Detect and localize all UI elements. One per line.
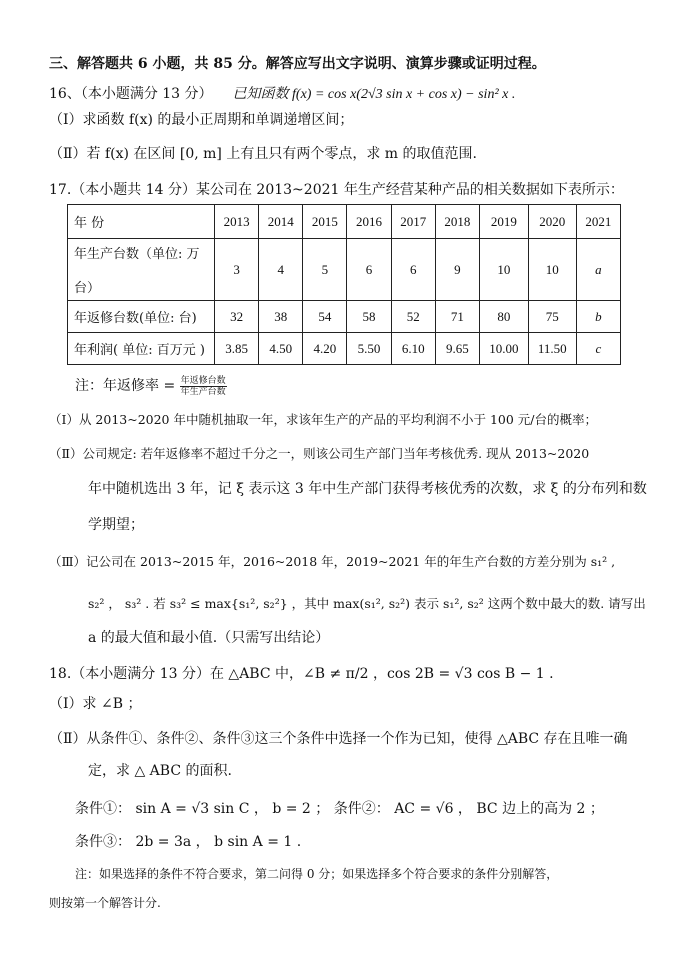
- row-label: 年返修台数(单位: 台): [68, 301, 215, 333]
- table-cell: 6: [347, 239, 391, 301]
- table-header-row: [68, 205, 621, 239]
- q18-part1: （Ⅰ）求 ∠B ；: [49, 696, 142, 712]
- year-cell: 2017: [391, 205, 435, 239]
- q17-head: 17.（本小题共 14 分）某公司在 2013~2021 年生产经营某种产品的相关数据如下表所示：: [49, 182, 624, 198]
- year-cell: 2015: [303, 205, 347, 239]
- row-label: [68, 239, 215, 301]
- q16-part2: （Ⅱ）若 f(x) 在区间 [0, m] 上有且只有两个零点，求 m 的取值范围.: [49, 146, 477, 162]
- table-cell: 32: [215, 301, 259, 333]
- fraction-denominator: 年生产台数: [180, 386, 226, 397]
- row-label: 年利润( 单位: 百万元 ): [68, 333, 215, 365]
- year-cell: 2013: [215, 205, 259, 239]
- table-cell: 71: [435, 301, 479, 333]
- table-cell: 38: [259, 301, 303, 333]
- table-cell: 3.85: [215, 333, 259, 365]
- table-cell: 4.20: [303, 333, 347, 365]
- q18-head: 18.（本小题满分 13 分）在 △ABC 中，∠B ≠ π/2 ，cos 2B = √3 cos B − 1 .: [49, 666, 554, 682]
- table-cell: 5: [303, 239, 347, 301]
- table-cell: 75: [528, 301, 576, 333]
- table-cell: c: [576, 333, 620, 365]
- fraction-numerator: 年返修台数: [180, 375, 226, 386]
- table-cell: 10: [479, 239, 528, 301]
- table-cell: b: [576, 301, 620, 333]
- table-cell: 10.00: [479, 333, 528, 365]
- q17-part3-line2: s₂² ， s₃² . 若 s₃² ≤ max{s₁², s₂²} ，其中 max(s₁², s₂²) 表示 s₁², s₂² 这两个数中最大的数. 请写出: [88, 596, 646, 611]
- year-cell: 2021: [576, 205, 620, 239]
- q18-note-line1: 注：如果选择的条件不符合要求，第二问得 0 分；如果选择多个符合要求的条件分别解答，: [75, 867, 559, 881]
- section-header: 三、解答题共 6 小题，共 85 分。解答应写出文字说明、演算步骤或证明过程。: [49, 56, 546, 72]
- year-cell: 2014: [259, 205, 303, 239]
- row-label-line2: 台）: [74, 281, 101, 296]
- table-cell: 3: [215, 239, 259, 301]
- q16-line: [49, 84, 515, 105]
- table-cell: 4.50: [259, 333, 303, 365]
- row-label-line1: 年生产台数（单位: 万: [74, 247, 200, 262]
- table-cell: 9: [435, 239, 479, 301]
- table-cell: 6.10: [391, 333, 435, 365]
- q18-part2-line2: 定，求 △ ABC 的面积.: [88, 763, 232, 779]
- year-cell: 2016: [347, 205, 391, 239]
- year-header-cell: 年 份: [68, 205, 215, 239]
- table-cell: a: [576, 239, 620, 301]
- year-cell: 2018: [435, 205, 479, 239]
- q18-conditions-1-2: 条件①： sin A = √3 sin C ， b = 2 ； 条件②： AC = √6 ， BC 边上的高为 2 ；: [75, 801, 604, 817]
- q18-condition-3: 条件③： 2b = 3a ， b sin A = 1 .: [75, 834, 302, 850]
- repair-rate-fraction: [180, 376, 227, 397]
- q17-part2-line2: 年中随机选出 3 年，记 ξ 表示这 3 年中生产部门获得考核优秀的次数，求 ξ 的分布列和数: [88, 481, 647, 497]
- table-row-repairs: [68, 301, 621, 333]
- year-cell: 2019: [479, 205, 528, 239]
- q17-part2-line1: （Ⅱ）公司规定: 若年返修率不超过千分之一，则该公司生产部门当年考核优秀. 现从 2013~2020: [49, 446, 590, 461]
- q16-part1: （Ⅰ）求函数 f(x) 的最小正周期和单调递增区间；: [49, 112, 354, 128]
- table-cell: 10: [528, 239, 576, 301]
- table-row-production: [68, 239, 621, 301]
- table-cell: 80: [479, 301, 528, 333]
- table-cell: 54: [303, 301, 347, 333]
- q17-part1: （Ⅰ）从 2013~2020 年中随机抽取一年，求该年生产的产品的平均利润不小于 100 元/台的概率；: [49, 412, 597, 427]
- q17-part2-line3: 学期望；: [88, 517, 144, 533]
- production-data-table: [67, 204, 621, 365]
- table-cell: 9.65: [435, 333, 479, 365]
- note-prefix: 注：年返修率 =: [75, 378, 176, 394]
- table-cell: 52: [391, 301, 435, 333]
- q17-part3-line1: （Ⅲ）记公司在 2013~2015 年，2016~2018 年，2019~2021 年的年生产台数的方差分别为 s₁² ,: [49, 554, 616, 569]
- table-cell: 11.50: [528, 333, 576, 365]
- q16-head: 16、（本小题满分 13 分）: [49, 86, 213, 102]
- table-cell: 5.50: [347, 333, 391, 365]
- q16-given: 已知函数 f(x) = cos x(2√3 sin x + cos x) − sin² x .: [232, 87, 516, 102]
- table-row-profit: [68, 333, 621, 365]
- repair-rate-note: [75, 374, 227, 398]
- table-cell: 6: [391, 239, 435, 301]
- table-cell: 4: [259, 239, 303, 301]
- q18-part2-line1: （Ⅱ）从条件①、条件②、条件③这三个条件中选择一个作为已知，使得 △ABC 存在且唯一确: [49, 731, 628, 747]
- table-cell: 58: [347, 301, 391, 333]
- q17-part3-line3: a 的最大值和最小值.（只需写出结论）: [88, 630, 330, 646]
- year-cell: 2020: [528, 205, 576, 239]
- q18-note-line2: 则按第一个解答计分.: [49, 896, 161, 910]
